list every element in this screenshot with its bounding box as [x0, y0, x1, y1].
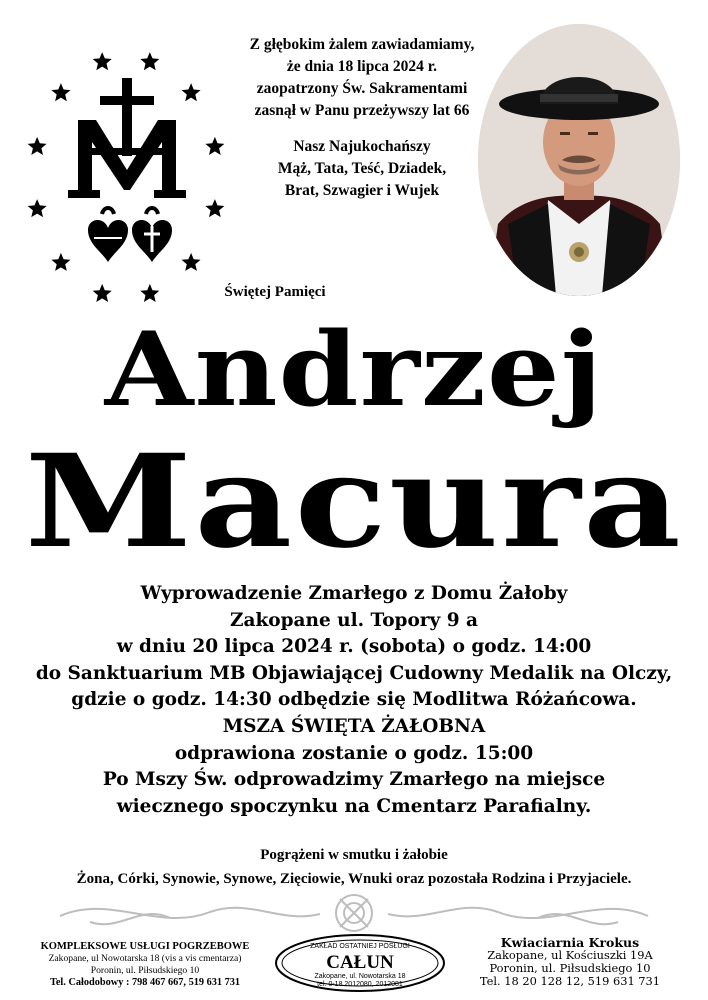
funeral-home-info: [10, 941, 280, 989]
star-icon: [182, 253, 201, 271]
funeral-line: Wyprowadzenie Zmarłego z Domu Żałoby: [140, 583, 568, 604]
calun-logo: [272, 932, 448, 994]
florist-name: Kwiaciarnia Krokus: [500, 935, 640, 950]
star-icon: [51, 83, 70, 101]
mourners-list: Żona, Córki, Synowie, Synowe, Zięciowie, Wnuki oraz pozostała Rodzina i Przyjaciele.: [76, 871, 632, 887]
first-name: Andrzej: [104, 310, 604, 430]
intro-line: zaopatrzony Św. Sakramentami: [256, 80, 468, 97]
funeral-home-address: Poronin, ul. Piłsudskiego 10: [90, 965, 200, 976]
star-icon: [28, 137, 47, 155]
star-icon: [28, 199, 47, 217]
funeral-home-phone: Tel. Całodobowy : 798 467 667, 519 631 731: [49, 977, 241, 988]
funeral-home-heading: KOMPLEKSOWE USŁUGI POGRZEBOWE: [40, 941, 250, 952]
florist-address: Poronin, ul. Piłsudskiego 10: [489, 961, 651, 975]
marian-monogram-icon: [20, 30, 232, 310]
intro-line: Z głębokim żalem zawiadamiamy,: [249, 36, 475, 53]
mourners: [0, 843, 708, 891]
funeral-line: Zakopane ul. Topory 9 a: [229, 609, 479, 631]
memory-label: Świętej Pamięci: [224, 284, 326, 300]
funeral-line: Po Mszy Św. odprowadzimy Zmarłego na miejsce: [102, 769, 606, 791]
florist-info: [446, 936, 694, 988]
relation-line: Brat, Szwagier i Wujek: [284, 182, 440, 199]
funeral-line: do Sanktuarium MB Objawiającej Cudowny Medalik na Olczy,: [35, 662, 673, 684]
heart-left-icon: [88, 208, 128, 262]
relation-line: Mąż, Tata, Teść, Dziadek,: [277, 160, 447, 177]
last-name: Macura: [24, 427, 684, 577]
florist-phone: Tel. 18 20 128 12, 519 631 731: [479, 974, 661, 988]
ornament-divider-icon: [50, 888, 658, 938]
deceased-portrait: [478, 24, 680, 296]
logo-phone: tel. 0-18 2012080, 2012081: [317, 981, 403, 988]
florist-address: Zakopane, ul Kościuszki 19A: [487, 948, 653, 962]
heart-right-icon: [132, 208, 172, 262]
logo-address: Zakopane, ul. Nowotarska 18: [314, 973, 406, 980]
funeral-line: MSZA ŚWIĘTA ŻAŁOBNA: [222, 715, 486, 737]
funeral-details: [0, 581, 708, 820]
star-icon: [182, 83, 201, 101]
relation-line: Nasz Najukochańszy: [293, 138, 431, 155]
mourners-heading: Pogrążeni w smutku i żałobie: [260, 847, 448, 863]
funeral-line: wiecznego spoczynku na Cmentarz Parafialny.: [116, 795, 592, 817]
funeral-home-address: Zakopane, ul Nowotarska 18 (vis a vis cmentarza): [48, 953, 242, 964]
funeral-line: odprawiona zostanie o godz. 15:00: [174, 742, 534, 764]
intro-line: zasnął w Panu przeżywszy lat 66: [254, 102, 470, 119]
logo-name: CAŁUN: [326, 952, 394, 973]
logo-top: ZAKŁAD OSTATNIEJ POSŁUGI: [310, 943, 410, 950]
star-icon: [93, 52, 112, 70]
star-icon: [140, 284, 159, 302]
funeral-line: gdzie o godz. 14:30 odbędzie się Modlitwa Różańcowa.: [71, 689, 637, 711]
star-icon: [93, 284, 112, 302]
star-icon: [140, 52, 159, 70]
intro-line: że dnia 18 lipca 2024 r.: [286, 58, 438, 75]
star-icon: [51, 253, 70, 271]
funeral-line: w dniu 20 lipca 2024 r. (sobota) o godz. 14:00: [116, 636, 592, 658]
intro-text: [222, 34, 502, 216]
